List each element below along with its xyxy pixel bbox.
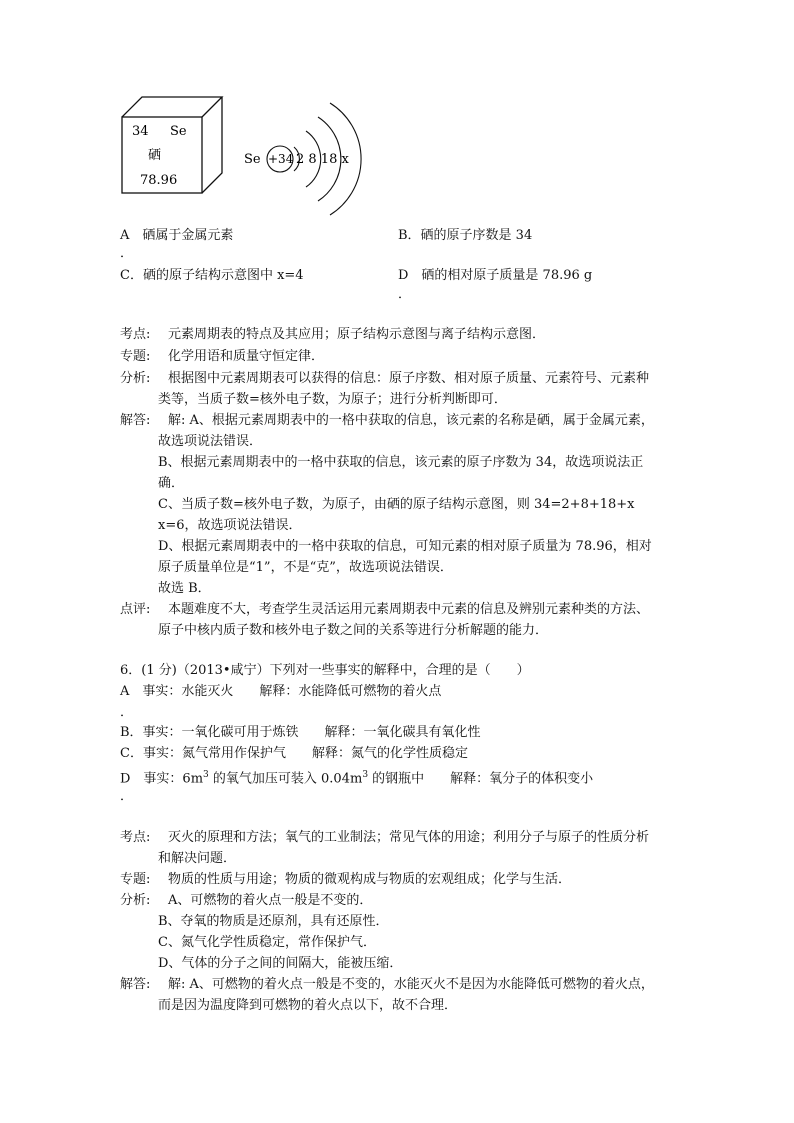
q6-zhuanti — [120, 870, 571, 890]
atom-symbol: Se — [244, 152, 261, 167]
q6-fenxi-line-1: A、可燃物的着火点一般是不变的． — [168, 893, 373, 908]
q6-fenxi-line-4: D、气体的分子之间的间隔大，能被压缩． — [158, 956, 403, 971]
q5-dianping-line-1: 本题难度不大，考查学生灵活运用元素周期表中元素的信息及辨别元素种类的方法、 — [168, 602, 650, 617]
q5-jieda-line-2: 故选项说法错误． — [158, 434, 263, 449]
q5-dianping-label: 点评: — [120, 602, 151, 617]
q5-kaodian-text: 元素周期表的特点及其应用；原子结构示意图与离子结构示意图． — [168, 327, 546, 342]
q5-jieda-line-7: D、根据元素周期表中的一格中获取的信息，可知元素的相对原子质量为 78.96，相对 — [158, 539, 652, 554]
q6-fenxi-label: 分析: — [120, 893, 151, 908]
q5-option-a-dot: ． — [120, 246, 134, 261]
q5-dianping-line-2: 原子中核内质子数和核外电子数之间的关系等进行分析解题的能力． — [158, 623, 549, 638]
q5-jieda-line-5: C、当质子数=核外电子数，为原子，由硒的原子结构示意图，则 34=2+8+18+x — [158, 497, 635, 512]
q6-option-d-sup-2: 3 — [362, 770, 369, 780]
q6-jieda — [120, 975, 654, 995]
q6-kaodian — [120, 828, 649, 848]
q5-zhuanti-text: 化学用语和质量守恒定律． — [168, 349, 325, 364]
q5-jieda-line-1: 解: A、根据元素周期表中的一格中获取的信息，该元素的名称是硒，属于金属元素， — [168, 413, 654, 428]
q6-kaodian-line-2: 和解决问题． — [158, 851, 237, 866]
q5-option-d: D 硒的相对原子质量是 78.96 g — [398, 268, 593, 283]
q5-jieda-line-3: B、根据元素周期表中的一格中获取的信息，该元素的原子序数为 34，故选项说法正 — [158, 455, 644, 470]
q5-zhuanti-label: 专题: — [120, 349, 151, 364]
q6-option-a-dot: ． — [120, 705, 134, 720]
q5-jieda-line-4: 确． — [158, 476, 185, 491]
q6-kaodian-line-1: 灭火的原理和方法；氧气的工业制法；常见气体的用途；利用分子与原子的性质分析 — [168, 830, 650, 845]
q5-jieda — [120, 411, 654, 431]
q6-option-d-part-2: 的氧气加压可装入 0.04m — [208, 771, 363, 787]
q6-fenxi — [120, 891, 372, 911]
electron-shells: 2 8 18 x — [296, 152, 349, 167]
q6-option-c: C．事实：氮气常用作保护气 解释：氮气的化学性质稳定 — [120, 746, 468, 761]
q5-jieda-label: 解答: — [120, 413, 151, 428]
q5-zhuanti — [120, 347, 324, 367]
cell-mass: 78.96 — [140, 173, 178, 188]
q5-fenxi-line-2: 类等，当质子数=核外电子数，为原子；进行分析判断即可． — [158, 392, 507, 407]
nucleus-charge: +34 — [268, 152, 294, 166]
figure — [110, 95, 370, 225]
q5-kaodian — [120, 325, 545, 345]
cell-name: 硒 — [148, 148, 162, 163]
q6-fenxi-line-2: B、夺氧的物质是还原剂，具有还原性． — [158, 914, 389, 929]
q5-jieda-line-6: x=6，故选项说法错误． — [158, 518, 302, 533]
q5-dianping — [120, 600, 649, 620]
q6-fenxi-line-3: C、氮气化学性质稳定，常作保护气． — [158, 935, 376, 950]
q6-option-d-part-1: D 事实：6m — [120, 771, 204, 787]
q5-option-c: C．硒的原子结构示意图中 x=4 — [120, 268, 304, 283]
q5-option-a: A 硒属于金属元素 — [120, 228, 234, 243]
q5-fenxi-label: 分析: — [120, 371, 151, 386]
cell-number: 34 — [132, 124, 149, 139]
q6-option-d-dot: ． — [120, 789, 134, 804]
q6-kaodian-label: 考点: — [120, 830, 151, 845]
q6-jieda-line-2: 而是因为温度降到可燃物的着火点以下，故不合理． — [158, 998, 458, 1013]
q6-zhuanti-label: 专题: — [120, 872, 151, 887]
q5-kaodian-label: 考点: — [120, 327, 151, 342]
q5-option-d-dot: ． — [398, 287, 412, 302]
q6-option-d-part-3: 的钢瓶中 解释：氧分子的体积变小 — [368, 771, 594, 787]
q6-zhuanti-text: 物质的性质与用途；物质的微观构成与物质的宏观组成；化学与生活． — [168, 872, 572, 887]
q5-jieda-line-8: 原子质量单位是“1”，不是“克”，故选项说法错误． — [158, 560, 453, 575]
q5-fenxi-line-1: 根据图中元素周期表可以获得的信息：原子序数、相对原子质量、元素符号、元素种 — [168, 371, 650, 386]
q5-option-b: B．硒的原子序数是 34 — [398, 228, 533, 243]
q5-fenxi — [120, 369, 649, 389]
q6-option-d — [120, 765, 593, 789]
q6-stem: 6．(1 分)（2013•咸宁）下列对一些事实的解释中，合理的是（ ） — [120, 663, 530, 678]
q6-option-a: A 事实：水能灭火 解释：水能降低可燃物的着火点 — [120, 684, 442, 699]
q5-jieda-line-9: 故选 B． — [158, 581, 211, 596]
q6-option-d-sup-1: 3 — [203, 770, 209, 780]
q6-jieda-line-1: 解: A、可燃物的着火点一般是不变的，水能灭火不是因为水能降低可燃物的着火点， — [168, 977, 654, 992]
q6-option-b: B．事实：一氧化碳可用于炼铁 解释：一氧化碳具有氧化性 — [120, 725, 481, 740]
cell-symbol: Se — [170, 124, 187, 139]
q6-jieda-label: 解答: — [120, 977, 151, 992]
